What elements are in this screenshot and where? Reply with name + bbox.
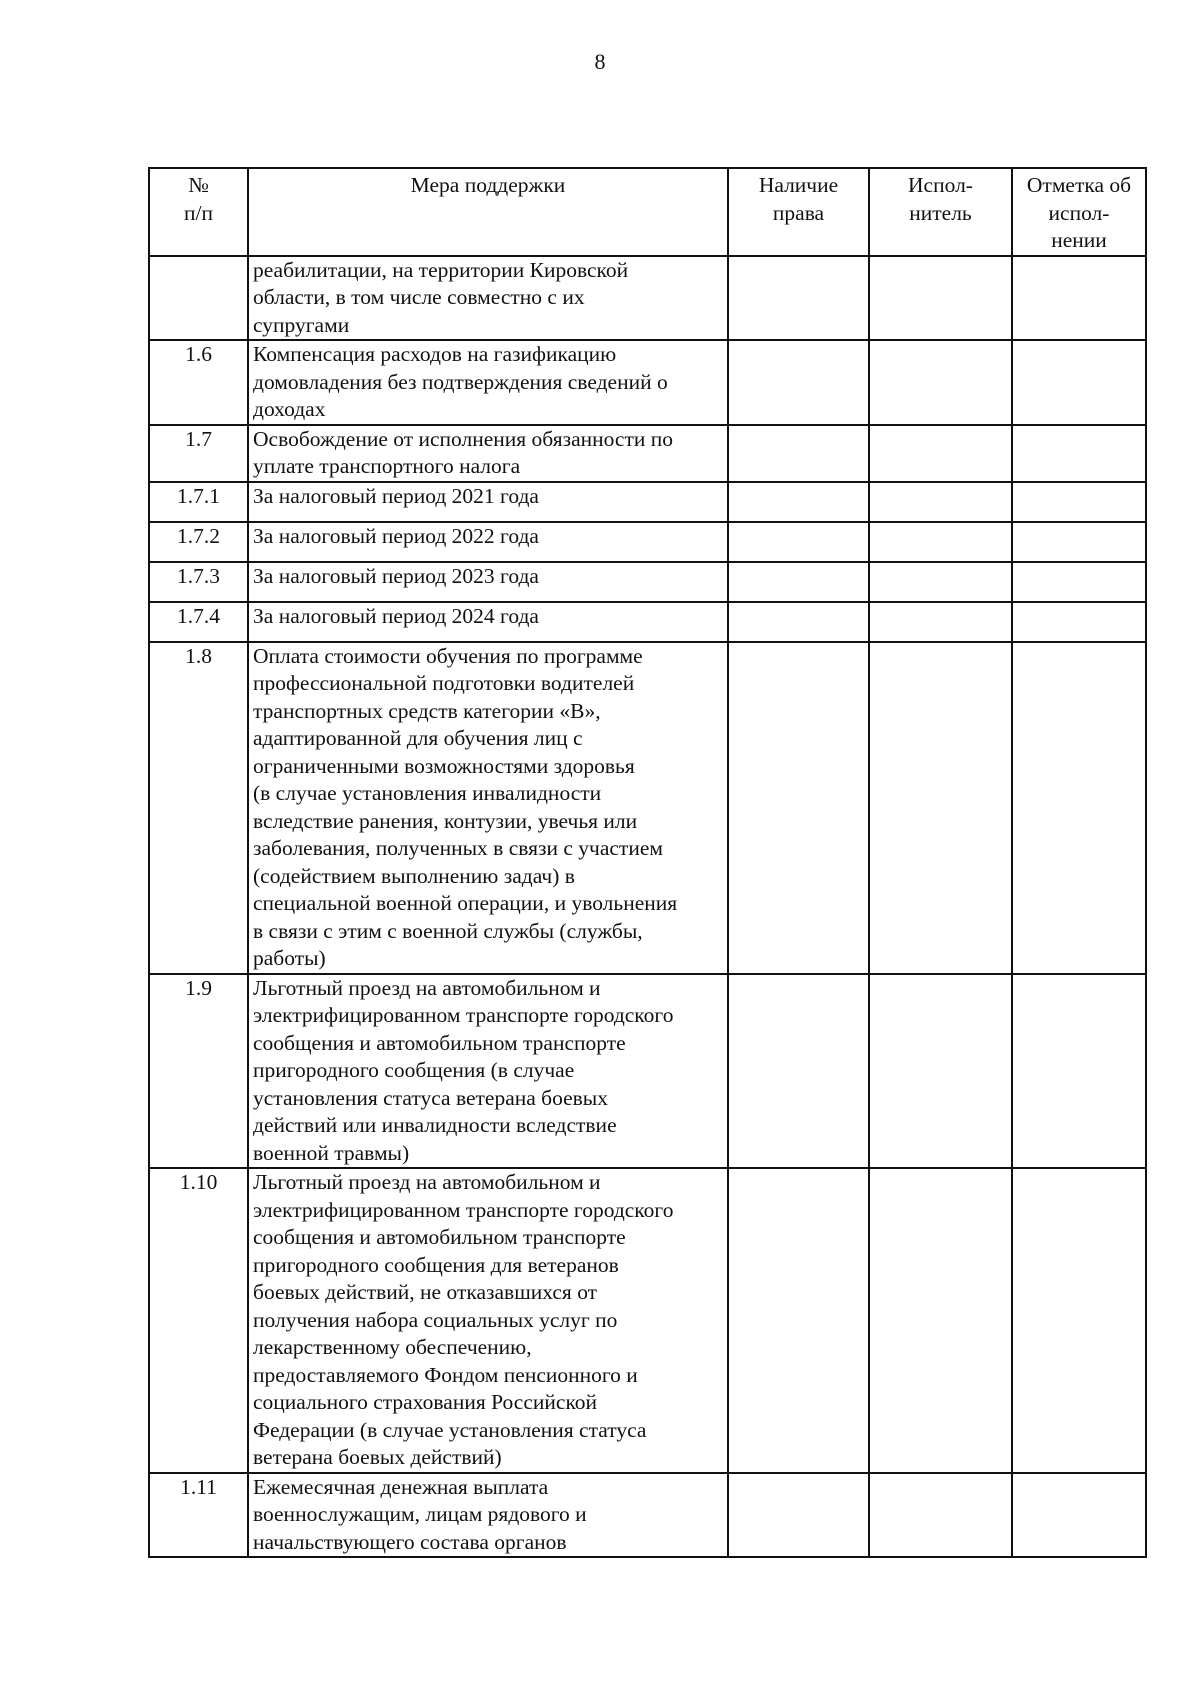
row-measure: За налоговый период 2024 года [248, 602, 728, 642]
row-executor-cell [869, 522, 1012, 562]
row-number [149, 256, 248, 341]
row-measure: За налоговый период 2021 года [248, 482, 728, 522]
row-executor-cell [869, 425, 1012, 482]
row-number: 1.7.4 [149, 602, 248, 642]
row-right-cell [728, 425, 869, 482]
row-number: 1.7.1 [149, 482, 248, 522]
table-row [149, 425, 1146, 482]
row-mark-cell [1012, 562, 1146, 602]
row-executor-cell [869, 602, 1012, 642]
row-number: 1.10 [149, 1168, 248, 1473]
table-row [149, 562, 1146, 602]
table-body [149, 256, 1146, 1558]
row-right-cell [728, 1473, 869, 1558]
row-right-cell [728, 482, 869, 522]
table-row [149, 482, 1146, 522]
row-measure: Ежемесячная денежная выплата военнослужащим, лицам рядового и начальствующего состава органов [248, 1473, 728, 1558]
row-mark-cell [1012, 974, 1146, 1169]
row-number: 1.7.2 [149, 522, 248, 562]
row-right-cell [728, 974, 869, 1169]
table-row [149, 1168, 1146, 1473]
table-row [149, 256, 1146, 341]
table-row [149, 522, 1146, 562]
support-measures-table [148, 167, 1147, 1558]
row-mark-cell [1012, 1473, 1146, 1558]
row-right-cell [728, 642, 869, 974]
row-mark-cell [1012, 256, 1146, 341]
row-measure: Оплата стоимости обучения по программе профессиональной подготовки водителей транспортных средств категории «В», адаптированной для обучения лиц с ограниченными возможностями здоровья (в случае установления инвалидности вследствие ранения, контузии, увечья или заболевания, полученных в связи с участием (содействием выполнению задач) в специальной военной операции, и увольнения в связи с этим с военной службы (службы, работы) [248, 642, 728, 974]
row-measure: За налоговый период 2023 года [248, 562, 728, 602]
row-executor-cell [869, 1473, 1012, 1558]
row-right-cell [728, 562, 869, 602]
row-executor-cell [869, 974, 1012, 1169]
row-mark-cell [1012, 602, 1146, 642]
row-right-cell [728, 602, 869, 642]
row-measure: Льготный проезд на автомобильном и электрифицированном транспорте городского сообщения и автомобильном транспорте пригородного сообщения (в случае установления статуса ветерана боевых действий или инвалидности вследствие военной травмы) [248, 974, 728, 1169]
header-right: Наличие права [728, 168, 869, 256]
header-number: № п/п [149, 168, 248, 256]
row-number: 1.7 [149, 425, 248, 482]
row-executor-cell [869, 1168, 1012, 1473]
table-row [149, 974, 1146, 1169]
row-measure: За налоговый период 2022 года [248, 522, 728, 562]
row-mark-cell [1012, 522, 1146, 562]
row-executor-cell [869, 562, 1012, 602]
row-number: 1.7.3 [149, 562, 248, 602]
row-mark-cell [1012, 642, 1146, 974]
row-executor-cell [869, 256, 1012, 341]
row-executor-cell [869, 642, 1012, 974]
row-executor-cell [869, 340, 1012, 425]
page-number: 8 [594, 49, 606, 74]
row-measure: реабилитации, на территории Кировской области, в том числе совместно с их супругами [248, 256, 728, 341]
table-row [149, 340, 1146, 425]
table-row [149, 642, 1146, 974]
table-row [149, 1473, 1146, 1558]
row-right-cell [728, 256, 869, 341]
row-mark-cell [1012, 482, 1146, 522]
row-number: 1.11 [149, 1473, 248, 1558]
row-measure: Компенсация расходов на газификацию домовладения без подтверждения сведений о доходах [248, 340, 728, 425]
table-header-row [149, 168, 1146, 256]
row-executor-cell [869, 482, 1012, 522]
row-number: 1.9 [149, 974, 248, 1169]
header-mark: Отметка об испол- нении [1012, 168, 1146, 256]
row-measure: Льготный проезд на автомобильном и электрифицированном транспорте городского сообщения и автомобильном транспорте пригородного сообщения для ветеранов боевых действий, не отказавшихся от получения набора социальных услуг по лекарственному обеспечению, предоставляемого Фондом пенсионного и социального страхования Российской Федерации (в случае установления статуса ветерана боевых действий) [248, 1168, 728, 1473]
row-number: 1.6 [149, 340, 248, 425]
table-row [149, 602, 1146, 642]
header-executor: Испол- нитель [869, 168, 1012, 256]
row-right-cell [728, 522, 869, 562]
row-measure: Освобождение от исполнения обязанности по уплате транспортного налога [248, 425, 728, 482]
header-measure: Мера поддержки [248, 168, 728, 256]
row-right-cell [728, 340, 869, 425]
row-number: 1.8 [149, 642, 248, 974]
row-mark-cell [1012, 340, 1146, 425]
row-mark-cell [1012, 425, 1146, 482]
row-mark-cell [1012, 1168, 1146, 1473]
row-right-cell [728, 1168, 869, 1473]
